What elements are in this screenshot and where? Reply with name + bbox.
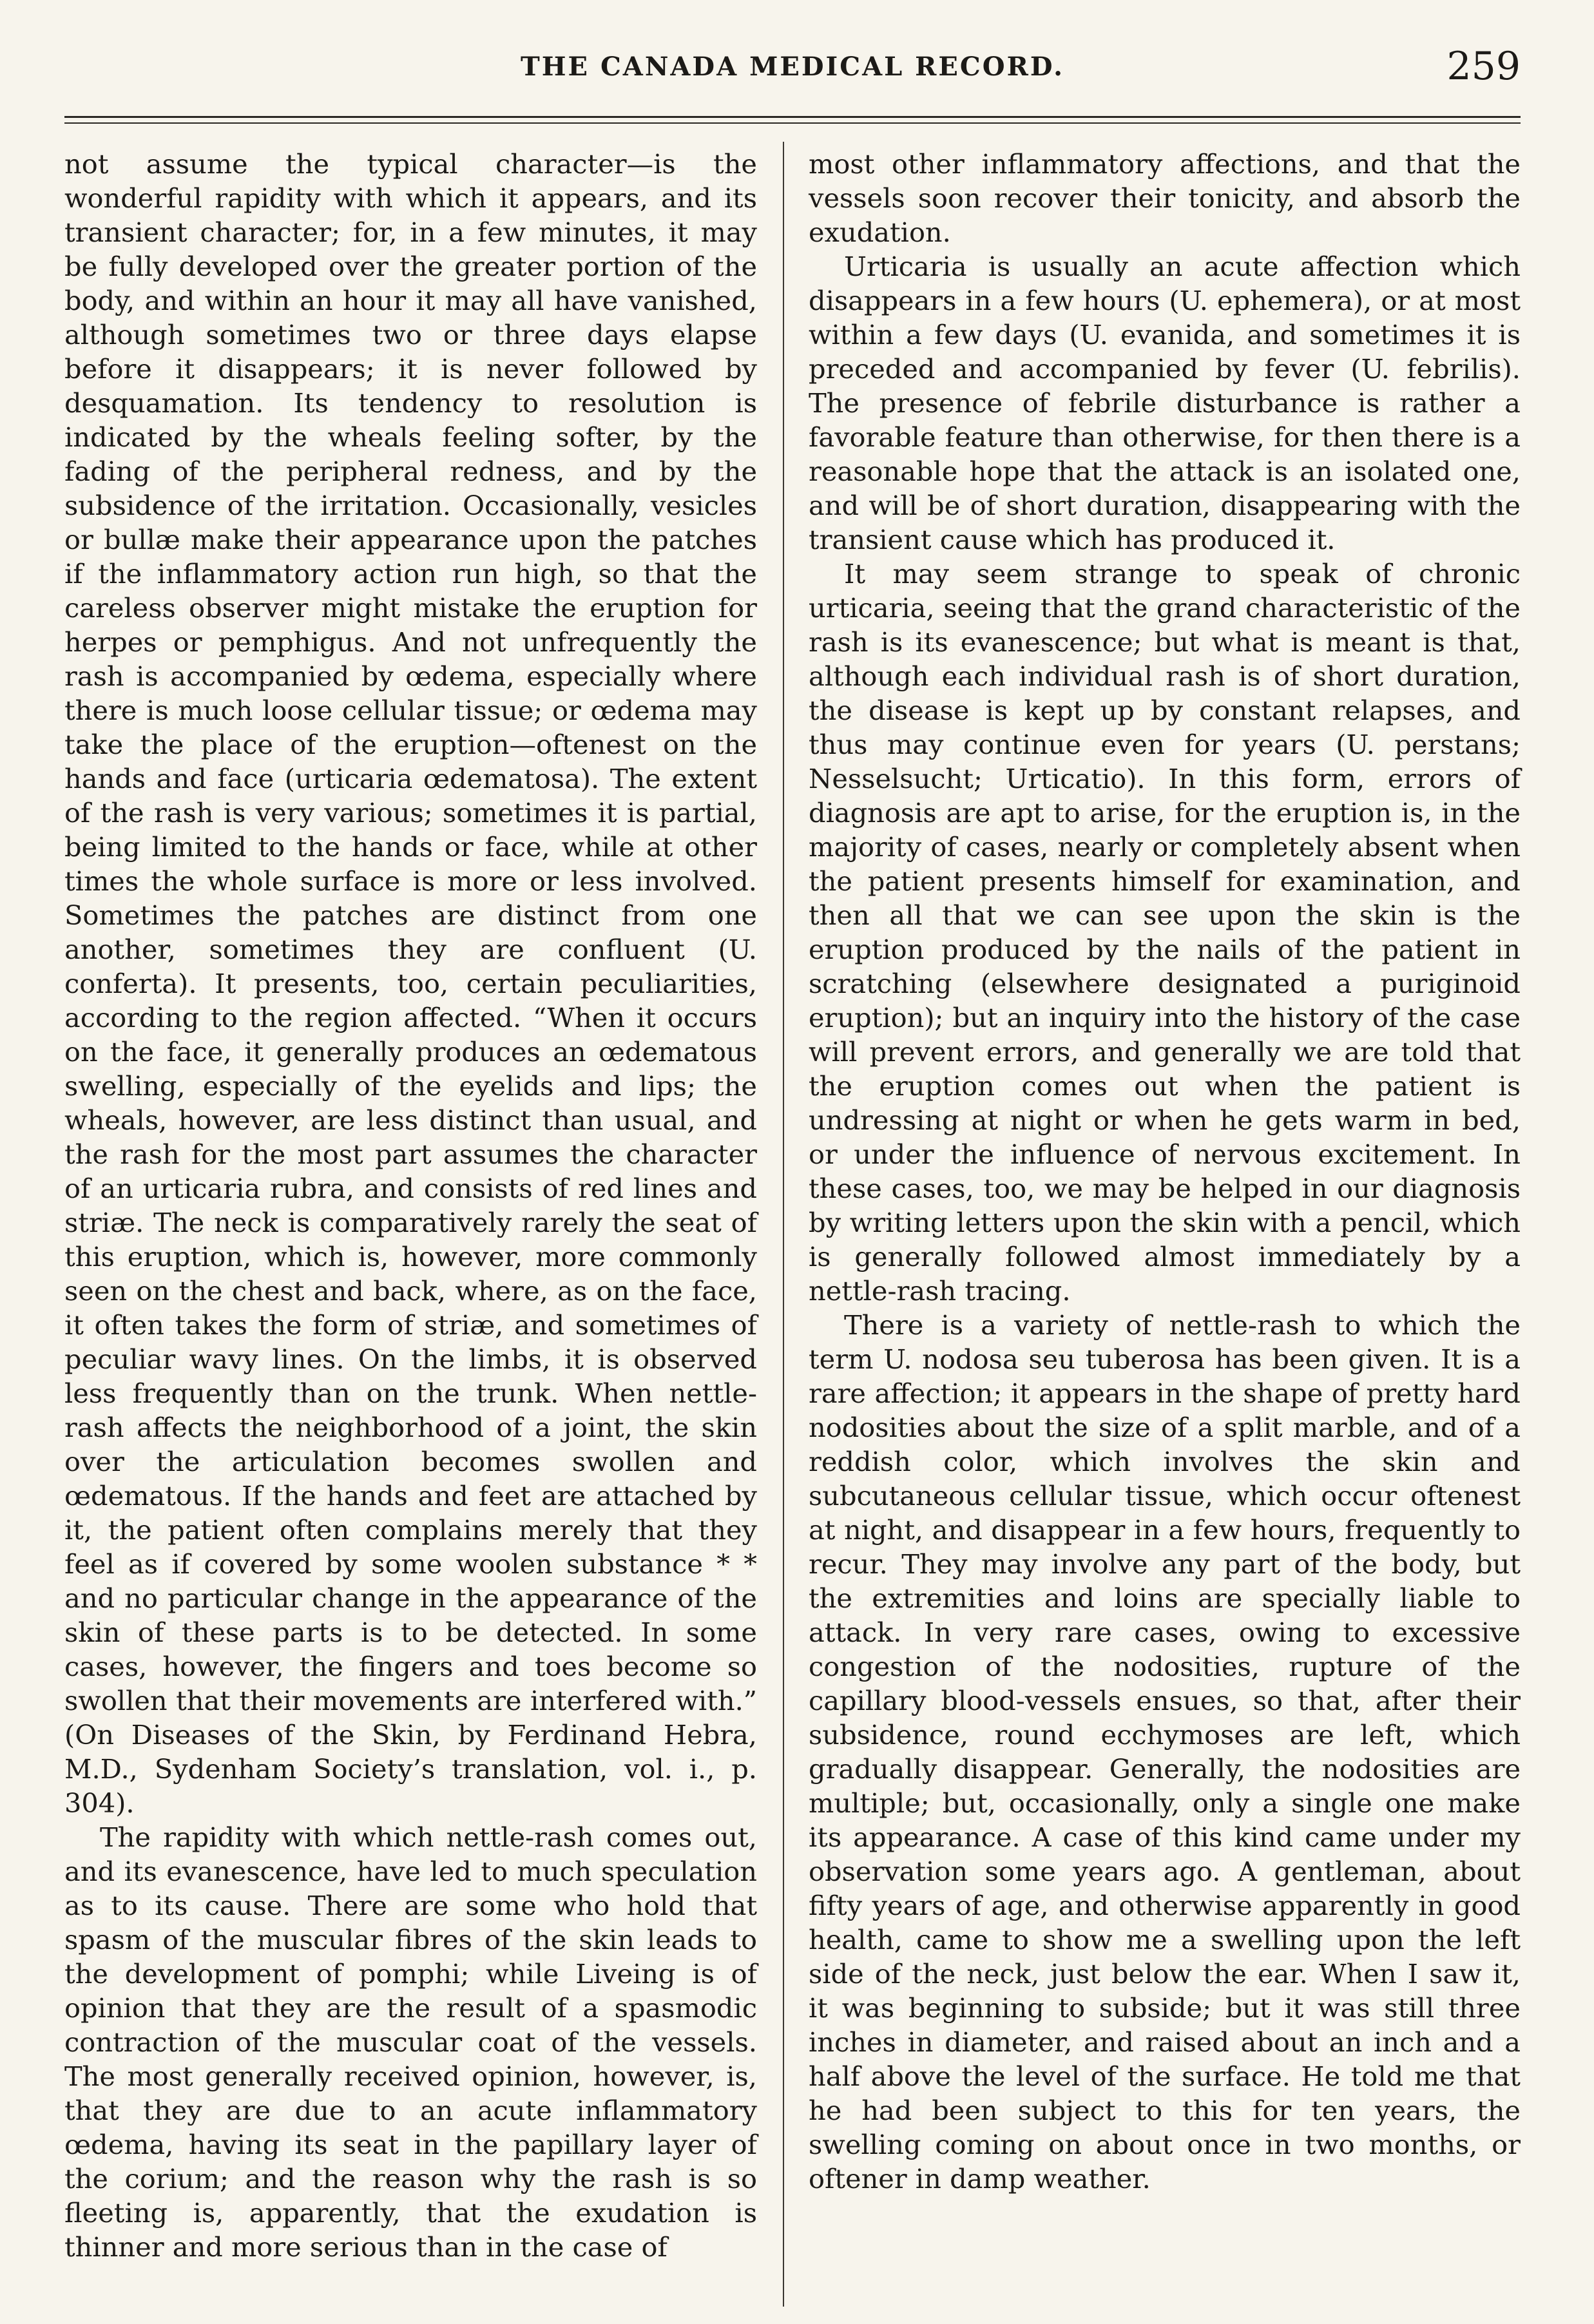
right-column	[809, 147, 1521, 2196]
right-paragraph-2: Urticaria is usually an acute affection which disappears in a few hours (U. ephemera), or at most within a few days (U. evanida, and sometimes it is preceded and accompanied by fever (U. febrilis). The presence of febrile disturbance is rather a favorable feature than otherwise, for then there is a reasonable hope that the attack is an isolated one, and will be of short duration, disappearing with the transient cause which has produced it.	[809, 251, 1521, 555]
header-rule	[64, 116, 1521, 118]
left-paragraph-2: The rapidity with which nettle-rash comes out, and its evanescence, have led to much speculation as to its cause. There are some who hold that spasm of the muscular fibres of the skin leads to the development of pomphi; while Liveing is of opinion that they are the result of a spasmodic contraction of the muscular coat of the vessels. The most generally received opinion, however, is, that they are due to an acute inflammatory œdema, having its seat in the papillary layer of the corium; and the reason why the rash is so fleeting is, apparently, that the exudation is thinner and more serious than in the case of	[64, 1821, 757, 2263]
page-number: 259	[1446, 44, 1521, 89]
column-divider	[783, 142, 784, 2307]
right-paragraph-1: most other inflammatory affections, and that the vessels soon recover their tonicity, and absorb the exudation.	[809, 148, 1521, 248]
left-column	[64, 147, 757, 2264]
right-paragraph-4: There is a variety of nettle-rash to which the term U. nodosa seu tuberosa has been given. It is a rare affection; it appears in the shape of pretty hard nodosities about the size of a split marble, and of a reddish color, which involves the skin and subcutaneous cellular tissue, which occur oftenest at night, and disappear in a few hours, frequently to recur. They may involve any part of the body, but the extremities and loins are specially liable to attack. In very rare cases, owing to excessive congestion of the nodosities, rupture of the capillary blood-vessels ensues, so that, after their subsidence, round ecchymoses are left, which gradually disappear. Generally, the nodosities are multiple; but, occasionally, only a single one make its appearance. A case of this kind came under my observation some years ago. A gentleman, about fifty years of age, and otherwise apparently in good health, came to show me a swelling upon the left side of the neck, just below the ear. When I saw it, it was beginning to subside; but it was still three inches in diameter, and raised about an inch and a half above the level of the surface. He told me that he had been subject to this for ten years, the swelling coming on about once in two months, or oftener in damp weather.	[809, 1309, 1521, 2194]
right-paragraph-3: It may seem strange to speak of chronic urticaria, seeing that the grand characteristic of the rash is its evanescence; but what is meant is that, although each individual rash is of short duration, the disease is kept up by constant relapses, and thus may continue even for years (U. perstans; Nesselsucht; Urticatio). In this form, errors of diagnosis are apt to arise, for the eruption is, in the majority of cases, nearly or completely absent when the patient presents himself for examination, and then all that we can see upon the skin is the eruption produced by the nails of the patient in scratching (elsewhere designated a puriginoid eruption); but an inquiry into the history of the case will prevent errors, and generally we are told that the eruption comes out when the patient is undressing at night or when he gets warm in bed, or under the influence of nervous excitement. In these cases, too, we may be helped in our diagnosis by writing letters upon the skin with a pencil, which is generally followed almost immediately by a nettle-rash tracing.	[809, 558, 1521, 1307]
running-title: THE CANADA MEDICAL RECORD.	[520, 52, 1064, 82]
page-header	[64, 40, 1521, 91]
header-rule-thin	[64, 122, 1521, 124]
left-paragraph-1: not assume the typical character—is the wonderful rapidity with which it appears, and its transient character; for, in a few minutes, it may be fully developed over the greater portion of the body, and within an hour it may all have vanished, although sometimes two or three days elapse before it disappears; it is never followed by desquamation. Its tendency to resolution is indicated by the wheals feeling softer, by the fading of the peripheral redness, and by the subsidence of the irritation. Occasionally, vesicles or bullæ make their appearance upon the patches if the inflammatory action run high, so that the careless observer might mistake the eruption for herpes or pemphigus. And not unfrequently the rash is accompanied by œdema, especially where there is much loose cellular tissue; or œdema may take the place of the eruption—oftenest on the hands and face (urticaria œdematosa). The extent of the rash is very various; sometimes it is partial, being limited to the hands or face, while at other times the whole surface is more or less involved. Sometimes the patches are distinct from one another, sometimes they are confluent (U. conferta). It presents, too, certain peculiarities, according to the region affected. “When it occurs on the face, it generally produces an œdematous swelling, especially of the eyelids and lips; the wheals, however, are less distinct than usual, and the rash for the most part assumes the character of an urticaria rubra, and consists of red lines and striæ. The neck is comparatively rarely the seat of this eruption, which is, however, more commonly seen on the chest and back, where, as on the face, it often takes the form of striæ, and sometimes of peculiar wavy lines. On the limbs, it is observed less frequently than on the trunk. When nettle-rash affects the neighborhood of a joint, the skin over the articulation becomes swollen and œdematous. If the hands and feet are attached by it, the patient often complains merely that they feel as if covered by some woolen substance * * and no particular change in the appearance of the skin of these parts is to be detected. In some cases, however, the fingers and toes become so swollen that their movements are interfered with.” (On Diseases of the Skin, by Ferdinand Hebra, M.D., Sydenham Society’s translation, vol. i., p. 304).	[64, 148, 757, 1819]
